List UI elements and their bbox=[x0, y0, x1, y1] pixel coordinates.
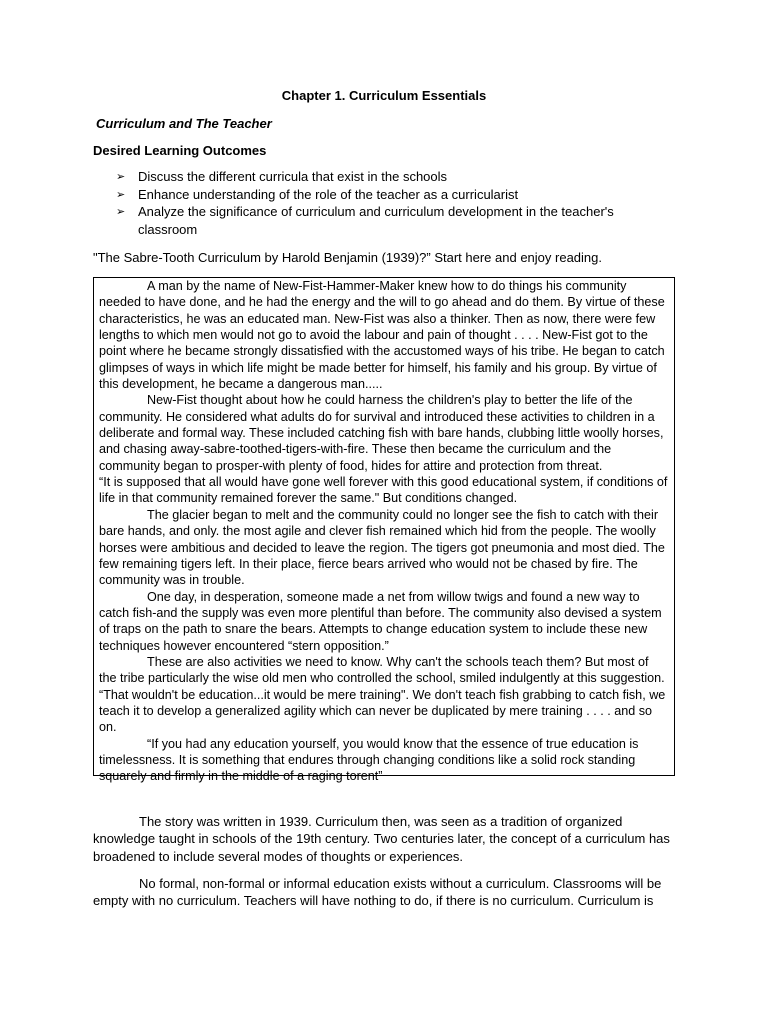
story-paragraph: One day, in desperation, someone made a net from willow twigs and found a new way to catch fish-and the supply was even more plentiful than before. The community also devised a system of traps on the path to snare the bears. Attempts to change education system to include these new techniques however encountered “stern opposition.” bbox=[99, 589, 662, 653]
body-paragraph: No formal, non-formal or informal education exists without a curriculum. Classrooms will be empty with no curriculum. Teachers will have nothing to do, if there is no curriculum. Curriculum is bbox=[93, 876, 662, 909]
arrow-bullet-icon: ➢ bbox=[116, 205, 126, 218]
outcome-text: Discuss the different curricula that exist in the schools bbox=[138, 169, 448, 184]
outcomes-list bbox=[116, 168, 636, 238]
list-item bbox=[116, 203, 636, 238]
arrow-bullet-icon: ➢ bbox=[116, 187, 126, 201]
outcome-text: Analyze the significance of curriculum and curriculum development in the teacher's classroom bbox=[138, 204, 614, 237]
story-paragraph: New-Fist thought about how he could harness the children's play to better the life of the community. He considered what adults do for survival and introduced these activities to children in a deliberate and formal way. These included catching fish with bare hands, clubbing little woolly horses, and chasing away-sabre-toothed-tigers-with-fire. These then became the curriculum and the community began to prosper-with plenty of food, hides for attire and protection from threat. bbox=[99, 393, 664, 473]
story-paragraph: The glacier began to melt and the community could no longer see the fish to catch with their bare hands, and only. the most agile and clever fish remained which hid from the people. The woolly horses were ambitious and decided to leave the region. The tigers got pneumonia and most died. The few remaining tigers left. In their place, fierce bears arrived who would not be chased by fire. The community was in trouble. bbox=[99, 507, 665, 588]
section-title: Curriculum and The Teacher bbox=[96, 116, 272, 131]
list-item bbox=[116, 168, 636, 186]
story-paragraph: “It is supposed that all would have gone well forever with this good educational system, if conditions of life in that community remained forever the same." But conditions changed. bbox=[99, 475, 668, 506]
outcomes-heading: Desired Learning Outcomes bbox=[93, 143, 267, 158]
story-paragraph: “If you had any education yourself, you would know that the essence of true education is timelessness. It is something that endures through changing conditions like a solid rock standing squarely and firmly in the middle of a raging torent” bbox=[99, 736, 639, 784]
story-box bbox=[93, 277, 675, 784]
story-paragraph: A man by the name of New-Fist-Hammer-Maker knew how to do things his community needed to have done, and he had the energy and the will to go ahead and do them. By virtue of these characteristics, he was an educated man. New-Fist was also a thinker. Then as now, there were few lengths to which men would not go to avoid the labour and pain of thought . . . . New-Fist got to the point where he became strongly dissatisfied with the accustomed ways of his tribe. He began to catch glimpses of ways in which life might be made better for himself, his family and his group. By virtue of this development, he became a dangerous man..... bbox=[99, 279, 665, 392]
story-paragraph: These are also activities we need to know. Why can't the schools teach them? But most of the tribe particularly the wise old men who controlled the school, smiled indulgently at this suggestion. “That wouldn't be education...it would be mere training". We don't teach fish grabbing to catch fish, we teach it to develop a generalized agility which can never be duplicated by mere training . . . . and so on. bbox=[99, 654, 666, 735]
arrow-bullet-icon: ➢ bbox=[116, 170, 126, 183]
list-item bbox=[116, 186, 636, 204]
intro-line: "The Sabre-Tooth Curriculum by Harold Benjamin (1939)?” Start here and enjoy reading. bbox=[93, 250, 602, 265]
body-paragraph: The story was written in 1939. Curriculum then, was seen as a tradition of organized knowledge taught in schools of the 19th century. Two centuries later, the concept of a curriculum has broadened to include several modes of thoughts or experiences. bbox=[93, 814, 670, 864]
chapter-title: Chapter 1. Curriculum Essentials bbox=[281, 88, 487, 103]
outcome-text: Enhance understanding of the role of the teacher as a curricularist bbox=[138, 186, 519, 202]
